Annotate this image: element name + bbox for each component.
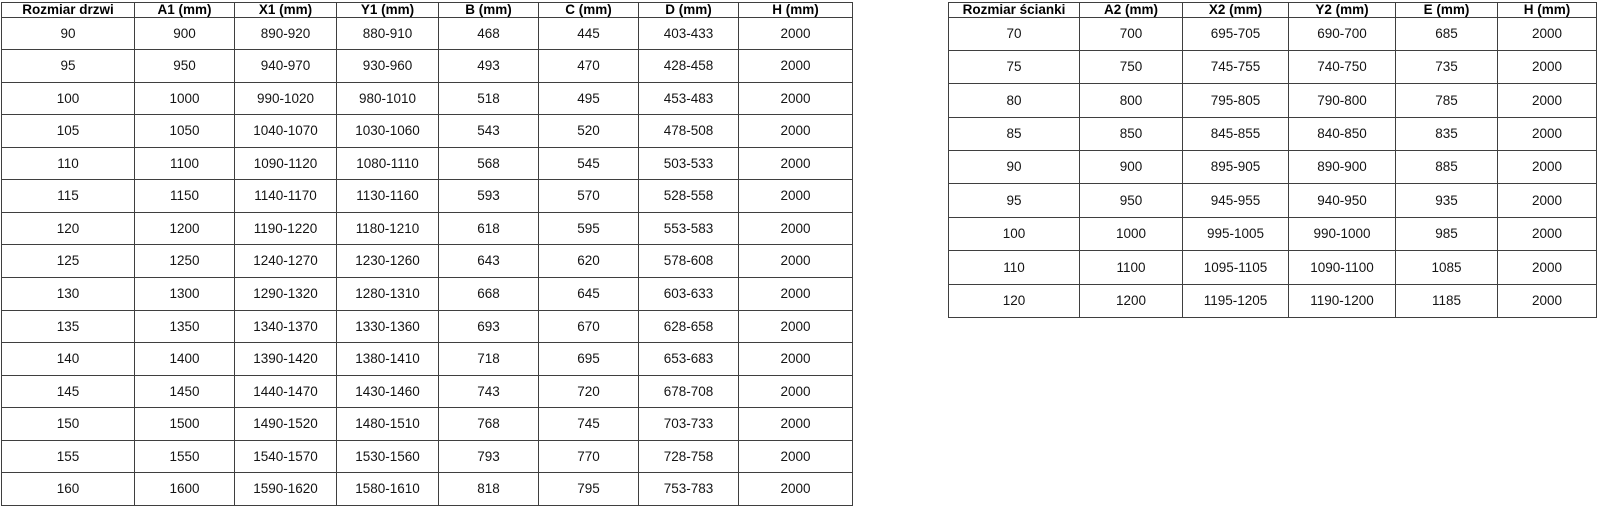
- table-cell: 1600: [135, 473, 235, 506]
- table-cell: 793: [439, 440, 539, 473]
- column-header: Rozmiar ścianki: [949, 3, 1080, 18]
- table-cell: 890-900: [1289, 151, 1396, 184]
- table-cell: 620: [539, 245, 639, 278]
- table-cell: 845-855: [1183, 117, 1289, 150]
- table-cell: 528-558: [639, 180, 739, 213]
- table-cell: 578-608: [639, 245, 739, 278]
- table-cell: 493: [439, 50, 539, 83]
- table-cell: 900: [135, 17, 235, 50]
- table-cell: 1290-1320: [235, 278, 337, 311]
- table-cell: 745: [539, 408, 639, 441]
- table-cell: 930-960: [337, 50, 439, 83]
- table-cell: 478-508: [639, 115, 739, 148]
- table-cell: 155: [2, 440, 135, 473]
- table-cell: 1095-1105: [1183, 251, 1289, 284]
- table-cell: 1550: [135, 440, 235, 473]
- table-cell: 1200: [135, 212, 235, 245]
- column-header: H (mm): [1498, 3, 1597, 18]
- table-cell: 795: [539, 473, 639, 506]
- table-cell: 2000: [739, 115, 853, 148]
- table-cell: 768: [439, 408, 539, 441]
- table-cell: 503-533: [639, 147, 739, 180]
- table-cell: 1000: [135, 82, 235, 115]
- table-cell: 120: [949, 284, 1080, 318]
- table-cell: 1190-1200: [1289, 284, 1396, 318]
- table-cell: 110: [949, 251, 1080, 284]
- table-cell: 120: [2, 212, 135, 245]
- table-cell: 850: [1080, 117, 1183, 150]
- table-cell: 935: [1396, 184, 1498, 217]
- table-row: [949, 117, 1597, 150]
- table-cell: 695-705: [1183, 17, 1289, 50]
- table-cell: 2000: [739, 343, 853, 376]
- table-cell: 2000: [1498, 117, 1597, 150]
- table-row: [949, 284, 1597, 318]
- table-cell: 90: [949, 151, 1080, 184]
- table-row: [2, 212, 853, 245]
- table-cell: 553-583: [639, 212, 739, 245]
- table-cell: 130: [2, 278, 135, 311]
- table-cell: 428-458: [639, 50, 739, 83]
- table-cell: 603-633: [639, 278, 739, 311]
- table-cell: 950: [135, 50, 235, 83]
- table-cell: 2000: [1498, 151, 1597, 184]
- table-row: [2, 147, 853, 180]
- table-cell: 115: [2, 180, 135, 213]
- column-header: B (mm): [439, 3, 539, 18]
- table-cell: 1530-1560: [337, 440, 439, 473]
- table-cell: 2000: [1498, 84, 1597, 117]
- table-row: [2, 180, 853, 213]
- table-cell: 743: [439, 375, 539, 408]
- table-row: [2, 375, 853, 408]
- table-cell: 753-783: [639, 473, 739, 506]
- table-cell: 1080-1110: [337, 147, 439, 180]
- table-cell: 543: [439, 115, 539, 148]
- table-cell: 1180-1210: [337, 212, 439, 245]
- table-cell: 735: [1396, 50, 1498, 83]
- table-cell: 520: [539, 115, 639, 148]
- table-cell: 695: [539, 343, 639, 376]
- table-cell: 518: [439, 82, 539, 115]
- table-cell: 595: [539, 212, 639, 245]
- table-cell: 2000: [739, 440, 853, 473]
- table-cell: 2000: [739, 17, 853, 50]
- table-cell: 678-708: [639, 375, 739, 408]
- column-header: D (mm): [639, 3, 739, 18]
- table-cell: 100: [2, 82, 135, 115]
- table-cell: 593: [439, 180, 539, 213]
- table-cell: 545: [539, 147, 639, 180]
- table-cell: 1440-1470: [235, 375, 337, 408]
- table-cell: 690-700: [1289, 17, 1396, 50]
- table-cell: 1090-1100: [1289, 251, 1396, 284]
- table-cell: 1140-1170: [235, 180, 337, 213]
- table-cell: 740-750: [1289, 50, 1396, 83]
- table-cell: 2000: [739, 212, 853, 245]
- table-cell: 160: [2, 473, 135, 506]
- column-header: X1 (mm): [235, 3, 337, 18]
- column-header: Y1 (mm): [337, 3, 439, 18]
- table-row: [949, 151, 1597, 184]
- table-cell: 75: [949, 50, 1080, 83]
- table-cell: 885: [1396, 151, 1498, 184]
- table-cell: 100: [949, 217, 1080, 250]
- table-cell: 1050: [135, 115, 235, 148]
- table-row: [2, 408, 853, 441]
- table-cell: 985: [1396, 217, 1498, 250]
- column-header: H (mm): [739, 3, 853, 18]
- table-cell: 1580-1610: [337, 473, 439, 506]
- table-cell: 700: [1080, 17, 1183, 50]
- table-cell: 770: [539, 440, 639, 473]
- header-row: [949, 3, 1597, 18]
- table-cell: 135: [2, 310, 135, 343]
- table-row: [2, 310, 853, 343]
- table-cell: 693: [439, 310, 539, 343]
- table-cell: 720: [539, 375, 639, 408]
- table-cell: 645: [539, 278, 639, 311]
- table-cell: 2000: [1498, 251, 1597, 284]
- table-cell: 80: [949, 84, 1080, 117]
- column-header: A2 (mm): [1080, 3, 1183, 18]
- table-cell: 795-805: [1183, 84, 1289, 117]
- table-cell: 1350: [135, 310, 235, 343]
- table-cell: 445: [539, 17, 639, 50]
- table-cell: 2000: [739, 375, 853, 408]
- table-cell: 1430-1460: [337, 375, 439, 408]
- table-cell: 1190-1220: [235, 212, 337, 245]
- table-cell: 2000: [1498, 50, 1597, 83]
- table-cell: 468: [439, 17, 539, 50]
- table-cell: 1185: [1396, 284, 1498, 318]
- table-cell: 750: [1080, 50, 1183, 83]
- table-cell: 1250: [135, 245, 235, 278]
- table-cell: 105: [2, 115, 135, 148]
- table-cell: 145: [2, 375, 135, 408]
- table-cell: 110: [2, 147, 135, 180]
- table-cell: 1090-1120: [235, 147, 337, 180]
- table-cell: 745-755: [1183, 50, 1289, 83]
- table-cell: 1085: [1396, 251, 1498, 284]
- table-cell: 1300: [135, 278, 235, 311]
- table-row: [2, 343, 853, 376]
- table-cell: 1195-1205: [1183, 284, 1289, 318]
- table-cell: 495: [539, 82, 639, 115]
- table-cell: 628-658: [639, 310, 739, 343]
- table-cell: 1380-1410: [337, 343, 439, 376]
- table-cell: 1000: [1080, 217, 1183, 250]
- table-cell: 2000: [1498, 284, 1597, 318]
- table-row: [949, 84, 1597, 117]
- table-cell: 1480-1510: [337, 408, 439, 441]
- table-cell: 990-1020: [235, 82, 337, 115]
- table-row: [2, 17, 853, 50]
- table-cell: 940-950: [1289, 184, 1396, 217]
- table-cell: 85: [949, 117, 1080, 150]
- column-header: Rozmiar drzwi: [2, 3, 135, 18]
- table-cell: 403-433: [639, 17, 739, 50]
- table-cell: 880-910: [337, 17, 439, 50]
- table-cell: 790-800: [1289, 84, 1396, 117]
- table-cell: 1400: [135, 343, 235, 376]
- table-row: [2, 440, 853, 473]
- table-cell: 703-733: [639, 408, 739, 441]
- table-cell: 950: [1080, 184, 1183, 217]
- table-cell: 1240-1270: [235, 245, 337, 278]
- table-row: [2, 82, 853, 115]
- table-cell: 643: [439, 245, 539, 278]
- table-row: [949, 17, 1597, 50]
- table-row: [949, 184, 1597, 217]
- table-cell: 2000: [739, 147, 853, 180]
- table-cell: 1540-1570: [235, 440, 337, 473]
- table-cell: 1100: [135, 147, 235, 180]
- table-cell: 940-970: [235, 50, 337, 83]
- table-row: [949, 251, 1597, 284]
- column-header: C (mm): [539, 3, 639, 18]
- table-cell: 2000: [1498, 184, 1597, 217]
- table-cell: 895-905: [1183, 151, 1289, 184]
- table-cell: 453-483: [639, 82, 739, 115]
- header-row: [2, 3, 853, 18]
- table-cell: 1280-1310: [337, 278, 439, 311]
- table-cell: 800: [1080, 84, 1183, 117]
- table-cell: 2000: [739, 245, 853, 278]
- table-cell: 2000: [739, 408, 853, 441]
- table-cell: 818: [439, 473, 539, 506]
- table-cell: 1490-1520: [235, 408, 337, 441]
- table-cell: 2000: [1498, 217, 1597, 250]
- column-header: A1 (mm): [135, 3, 235, 18]
- table-cell: 618: [439, 212, 539, 245]
- table-cell: 2000: [739, 473, 853, 506]
- column-header: X2 (mm): [1183, 3, 1289, 18]
- table-cell: 785: [1396, 84, 1498, 117]
- table-cell: 1040-1070: [235, 115, 337, 148]
- table-cell: 1340-1370: [235, 310, 337, 343]
- table-cell: 995-1005: [1183, 217, 1289, 250]
- table-cell: 2000: [739, 50, 853, 83]
- table-cell: 2000: [739, 310, 853, 343]
- table-cell: 2000: [739, 82, 853, 115]
- table-cell: 1330-1360: [337, 310, 439, 343]
- table-row: [2, 115, 853, 148]
- table-cell: 980-1010: [337, 82, 439, 115]
- table-cell: 568: [439, 147, 539, 180]
- table-cell: 570: [539, 180, 639, 213]
- table-row: [949, 217, 1597, 250]
- table-cell: 668: [439, 278, 539, 311]
- door-size-table: [1, 2, 853, 506]
- table-cell: 900: [1080, 151, 1183, 184]
- table-cell: 1030-1060: [337, 115, 439, 148]
- table-cell: 1130-1160: [337, 180, 439, 213]
- table-row: [2, 50, 853, 83]
- table-cell: 728-758: [639, 440, 739, 473]
- table-cell: 2000: [739, 278, 853, 311]
- table-cell: 2000: [739, 180, 853, 213]
- wall-panel-size-table: [948, 2, 1597, 318]
- table-cell: 140: [2, 343, 135, 376]
- table-cell: 670: [539, 310, 639, 343]
- table-cell: 95: [2, 50, 135, 83]
- table-cell: 685: [1396, 17, 1498, 50]
- table-cell: 835: [1396, 117, 1498, 150]
- table-cell: 1200: [1080, 284, 1183, 318]
- table-row: [949, 50, 1597, 83]
- table-row: [2, 473, 853, 506]
- table-cell: 1500: [135, 408, 235, 441]
- table-cell: 1150: [135, 180, 235, 213]
- table-cell: 150: [2, 408, 135, 441]
- table-cell: 1450: [135, 375, 235, 408]
- table-cell: 95: [949, 184, 1080, 217]
- column-header: E (mm): [1396, 3, 1498, 18]
- table-cell: 718: [439, 343, 539, 376]
- table-cell: 990-1000: [1289, 217, 1396, 250]
- column-header: Y2 (mm): [1289, 3, 1396, 18]
- table-cell: 890-920: [235, 17, 337, 50]
- table-cell: 2000: [1498, 17, 1597, 50]
- table-cell: 470: [539, 50, 639, 83]
- table-row: [2, 245, 853, 278]
- table-cell: 840-850: [1289, 117, 1396, 150]
- table-cell: 945-955: [1183, 184, 1289, 217]
- table-cell: 1390-1420: [235, 343, 337, 376]
- table-cell: 1100: [1080, 251, 1183, 284]
- table-cell: 653-683: [639, 343, 739, 376]
- table-cell: 90: [2, 17, 135, 50]
- table-row: [2, 278, 853, 311]
- table-cell: 1230-1260: [337, 245, 439, 278]
- table-cell: 1590-1620: [235, 473, 337, 506]
- table-cell: 70: [949, 17, 1080, 50]
- table-cell: 125: [2, 245, 135, 278]
